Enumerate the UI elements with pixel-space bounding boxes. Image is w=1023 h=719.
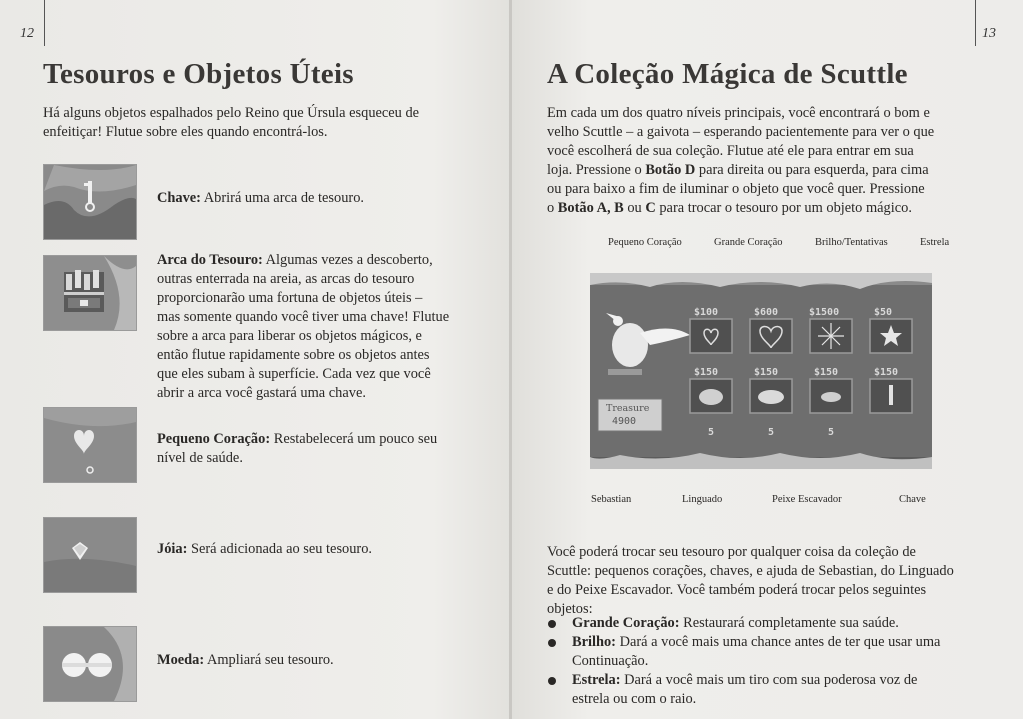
price-bottom-4: $150	[874, 367, 899, 378]
para-line: você escolherá de sua coleção. Flutue até ele para entrar em sua	[547, 143, 914, 159]
page-number-right: 13	[982, 26, 996, 41]
price-top-2: $600	[754, 307, 779, 318]
price-top-1: $100	[694, 307, 719, 318]
price-bottom-1: $150	[694, 367, 719, 378]
intro-paragraph	[43, 104, 483, 142]
bullet-term: Brilho:	[572, 634, 616, 650]
bullet-desc: Continuação.	[572, 653, 649, 669]
count-3: 5	[828, 427, 835, 438]
intro-line: enfeitiçar! Flutue sobre eles quando encontrá-los.	[43, 124, 328, 140]
page-number-left: 12	[20, 26, 34, 41]
bullet-desc: Restaurará completamente sua saúde.	[683, 615, 899, 631]
page-rule-right	[975, 0, 976, 46]
trade-paragraph	[547, 543, 987, 619]
shop-bottom-labels	[512, 494, 1023, 508]
label-big-heart: Grande Coração	[714, 237, 783, 248]
list-item-big-heart	[548, 614, 978, 633]
treasure-chest-image	[43, 255, 137, 331]
label-sebastian: Sebastian	[591, 494, 632, 505]
button-name: Botão D	[645, 162, 696, 178]
button-name: Botão A, B	[557, 200, 624, 216]
item-desc: então flutue rapidamente sobre os objetos antes	[157, 347, 430, 363]
count-1: 5	[708, 427, 715, 438]
page-title-right: A Coleção Mágica de Scuttle	[547, 58, 908, 90]
item-desc: proporcionarão uma fortuna de objetos úteis –	[157, 290, 423, 306]
price-bottom-2: $150	[754, 367, 779, 378]
small-heart-image	[43, 407, 137, 483]
count-2: 5	[768, 427, 775, 438]
text-segment: ou	[623, 200, 646, 216]
intro-line: Há alguns objetos espalhados pelo Reino que Úrsula esqueceu de	[43, 105, 420, 121]
label-flounder: Linguado	[682, 494, 723, 505]
price-bottom-3: $150	[814, 367, 839, 378]
coin-image	[43, 626, 137, 702]
text-segment: o	[547, 200, 558, 216]
shop-top-labels	[512, 237, 1023, 251]
list-item-sparkle	[548, 633, 978, 671]
text-segment: loja. Pressione o	[547, 162, 646, 178]
trade-objects-list	[548, 614, 978, 709]
item-desc: Será adicionada ao seu tesouro.	[191, 541, 373, 557]
item-term: Pequeno Coração:	[157, 431, 271, 447]
text-segment: para direita ou para esquerda, para cima	[695, 162, 929, 178]
treasure-label: Treasure	[606, 403, 650, 414]
button-name: C	[645, 200, 656, 216]
item-desc: abrir a arca você gastará uma chave.	[157, 385, 366, 401]
label-key: Chave	[899, 494, 926, 505]
item-term: Moeda:	[157, 652, 205, 668]
item-term: Arca do Tesouro:	[157, 252, 263, 268]
scuttle-paragraph	[547, 104, 987, 218]
jewel-image	[43, 517, 137, 593]
para-line: Em cada um dos quatro níveis principais, você encontrará o bom e	[547, 105, 930, 121]
page-title-left: Tesouros e Objetos Úteis	[43, 58, 354, 90]
list-item-star	[548, 671, 978, 709]
treasure-value: 4900	[612, 416, 637, 427]
page-rule-left	[44, 0, 45, 46]
item-treasure-chest	[157, 251, 469, 403]
item-key	[157, 189, 469, 208]
para-line	[547, 162, 929, 178]
bullet-icon	[548, 677, 556, 685]
para-line: Você poderá trocar seu tesouro por qualquer coisa da coleção de	[547, 544, 916, 560]
para-line: velho Scuttle – a gaivota – esperando pacientemente para ver o que	[547, 124, 935, 140]
bullet-icon	[548, 639, 556, 647]
item-term: Chave:	[157, 190, 201, 206]
text-segment: para trocar o tesouro por um objeto mágico.	[655, 200, 912, 216]
left-page	[0, 0, 510, 719]
item-desc: Algumas vezes a descoberto,	[265, 252, 433, 268]
bullet-term: Grande Coração:	[572, 615, 680, 631]
bullet-icon	[548, 620, 556, 628]
item-coin	[157, 651, 469, 670]
item-desc: Restabelecerá um pouco seu	[273, 431, 438, 447]
label-small-heart: Pequeno Coração	[608, 237, 682, 248]
item-small-heart	[157, 430, 469, 468]
para-line: ou para baixo a fim de iluminar o objeto que você quer. Pressione	[547, 181, 925, 197]
price-top-3: $1500	[809, 307, 840, 318]
item-jewel	[157, 540, 469, 559]
bullet-desc: Dará a você mais uma chance antes de ter que usar uma	[619, 634, 941, 650]
para-line: objetos:	[547, 601, 593, 617]
bullet-term: Estrela:	[572, 672, 621, 688]
label-digger-fish: Peixe Escavador	[772, 494, 842, 505]
para-line: e do Peixe Escavador. Você também poderá trocar pelos seguintes	[547, 582, 927, 598]
item-desc: nível de saúde.	[157, 450, 243, 466]
item-desc: outras enterrada na areia, as arcas do tesouro	[157, 271, 415, 287]
label-sparkle: Brilho/Tentativas	[815, 237, 888, 248]
item-desc: que eles subam à superfície. Cada vez que você	[157, 366, 431, 382]
item-desc: sobre a arca para liberar os objetos mágicos, e	[157, 328, 422, 344]
para-line	[547, 200, 912, 216]
bullet-desc: Dará a você mais um tiro com sua poderosa voz de	[624, 672, 918, 688]
para-line: Scuttle: pequenos corações, chaves, e ajuda de Sebastian, do Linguado	[547, 563, 954, 579]
item-desc: Ampliará seu tesouro.	[206, 652, 334, 668]
bullet-desc: estrela ou com o raio.	[572, 691, 697, 707]
key-image	[43, 164, 137, 240]
item-term: Jóia:	[157, 541, 188, 557]
item-desc: mas somente quando você tiver uma chave! Flutue	[157, 309, 450, 325]
price-top-4: $50	[874, 307, 893, 318]
label-star: Estrela	[920, 237, 950, 248]
scuttle-shop-screenshot	[590, 273, 932, 469]
item-desc: Abrirá uma arca de tesouro.	[203, 190, 365, 206]
